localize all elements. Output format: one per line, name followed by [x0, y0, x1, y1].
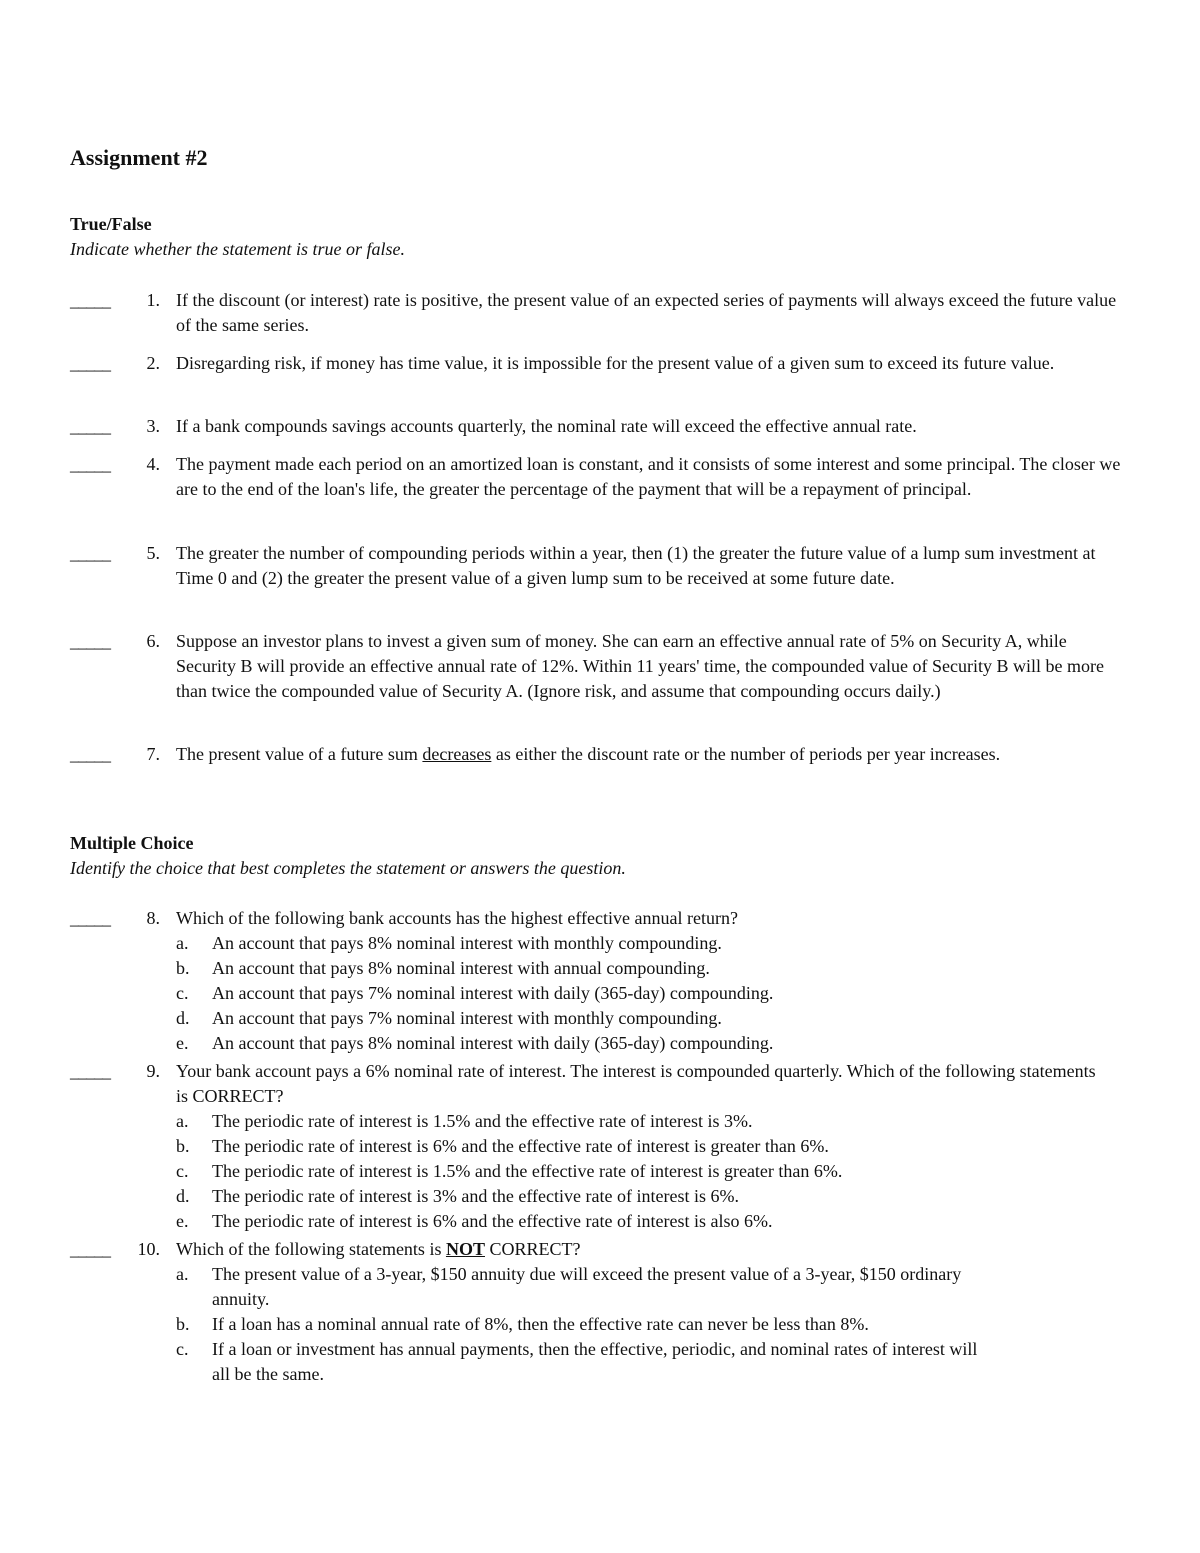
question-text: If a bank compounds savings accounts quarterly, the nominal rate will exceed the effective annual rate. [176, 416, 917, 436]
answer-blank[interactable]: _____ [70, 454, 110, 474]
question-text: The payment made each period on an amortized loan is constant, and it consists of some interest and some principal. The closer we are to the end of the loan's life, the greater the percentage of the payment that will be a repayment of principal. [176, 454, 1121, 499]
answer-options [176, 1262, 986, 1387]
question-text-part: Which of the following statements is [176, 1239, 446, 1259]
question-3 [70, 414, 1130, 439]
question-7 [70, 742, 1130, 767]
option-text: The periodic rate of interest is 1.5% and the effective rate of interest is greater than 6%. [212, 1161, 843, 1181]
question-2 [70, 351, 1130, 376]
option-letter: c. [176, 983, 189, 1003]
question-number: 7. [146, 744, 160, 764]
answer-option[interactable] [176, 1159, 1130, 1184]
question-text: Suppose an investor plans to invest a given sum of money. She can earn an effective annual rate of 5% on Security A, while Security B will provide an effective annual rate of 12%. Within 11 years' time, the compounded value of Security B will be more than twice the compounded value of Security A. (Ignore risk, and assume that compounding occurs daily.) [176, 631, 1104, 701]
question-number: 5. [146, 543, 160, 563]
question-1 [70, 288, 1130, 338]
answer-options [176, 931, 1130, 1056]
option-text: An account that pays 7% nominal interest with daily (365-day) compounding. [212, 983, 774, 1003]
answer-option[interactable] [176, 1262, 986, 1312]
option-letter: d. [176, 1186, 190, 1206]
question-number: 2. [146, 353, 160, 373]
answer-blank[interactable]: _____ [70, 1239, 110, 1259]
answer-option[interactable] [176, 1031, 1130, 1056]
answer-option[interactable] [176, 1184, 1130, 1209]
question-5 [70, 541, 1130, 591]
question-text [176, 742, 1126, 767]
answer-blank[interactable]: _____ [70, 290, 110, 310]
option-letter: c. [176, 1339, 189, 1359]
option-text: If a loan has a nominal annual rate of 8%, then the effective rate can never be less than 8%. [212, 1314, 869, 1334]
question-10 [70, 1237, 1130, 1387]
question-text: Which of the following bank accounts has the highest effective annual return? [176, 908, 738, 928]
question-number: 6. [146, 631, 160, 651]
option-text: An account that pays 8% nominal interest with annual compounding. [212, 958, 710, 978]
option-letter: b. [176, 1136, 190, 1156]
answer-option[interactable] [176, 1312, 986, 1337]
answer-option[interactable] [176, 931, 1130, 956]
option-text: An account that pays 8% nominal interest with monthly compounding. [212, 933, 722, 953]
answer-option[interactable] [176, 981, 1130, 1006]
option-letter: a. [176, 1111, 189, 1131]
option-letter: e. [176, 1211, 189, 1231]
question-text-part: as either the discount rate or the number of periods per year increases. [491, 744, 1001, 764]
question-number: 10. [137, 1239, 160, 1259]
emphasized-word: NOT [445, 1239, 485, 1259]
question-text: Disregarding risk, if money has time value, it is impossible for the present value of a given sum to exceed its future value. [176, 353, 1055, 373]
page-title: Assignment #2 [70, 145, 208, 170]
question-number: 9. [146, 1061, 160, 1081]
question-text: If the discount (or interest) rate is positive, the present value of an expected series of payments will always exceed the future value of the same series. [176, 290, 1117, 335]
true-false-heading: True/False [70, 214, 152, 234]
answer-blank[interactable]: _____ [70, 744, 110, 764]
option-letter: e. [176, 1033, 189, 1053]
answer-option[interactable] [176, 956, 1130, 981]
option-text: The periodic rate of interest is 3% and the effective rate of interest is 6%. [212, 1186, 739, 1206]
option-letter: a. [176, 1264, 189, 1284]
option-letter: c. [176, 1161, 189, 1181]
option-text: The periodic rate of interest is 6% and the effective rate of interest is greater than 6%. [212, 1136, 829, 1156]
answer-option[interactable] [176, 1109, 1130, 1134]
answer-option[interactable] [176, 1006, 1130, 1031]
question-number: 1. [146, 290, 160, 310]
multiple-choice-instruction: Identify the choice that best completes the statement or answers the question. [70, 858, 626, 878]
answer-blank[interactable]: _____ [70, 416, 110, 436]
option-text: The present value of a 3-year, $150 annuity due will exceed the present value of a 3-year, $150 ordinary annuity. [212, 1264, 962, 1309]
question-4 [70, 452, 1130, 502]
question-text: Your bank account pays a 6% nominal rate of interest. The interest is compounded quarterly. Which of the following statements is CORRECT? [176, 1061, 1096, 1106]
option-text: An account that pays 7% nominal interest with monthly compounding. [212, 1008, 722, 1028]
answer-option[interactable] [176, 1209, 1130, 1234]
option-text: An account that pays 8% nominal interest with daily (365-day) compounding. [212, 1033, 774, 1053]
question-8 [70, 906, 1130, 1056]
option-letter: a. [176, 933, 189, 953]
true-false-instruction: Indicate whether the statement is true or false. [70, 239, 405, 259]
question-number: 8. [146, 908, 160, 928]
question-text-part: The present value of a future sum [176, 744, 423, 764]
option-text: If a loan or investment has annual payments, then the effective, periodic, and nominal rates of interest will all be the same. [212, 1339, 978, 1384]
answer-blank[interactable]: _____ [70, 631, 110, 651]
question-text: The greater the number of compounding periods within a year, then (1) the greater the future value of a lump sum investment at Time 0 and (2) the greater the present value of a given lump sum to be received at some future date. [176, 543, 1096, 588]
option-text: The periodic rate of interest is 6% and the effective rate of interest is also 6%. [212, 1211, 773, 1231]
multiple-choice-heading: Multiple Choice [70, 833, 194, 853]
question-text [176, 1237, 1126, 1262]
question-9 [70, 1059, 1130, 1234]
question-number: 4. [146, 454, 160, 474]
option-letter: d. [176, 1008, 190, 1028]
option-text: The periodic rate of interest is 1.5% and the effective rate of interest is 3%. [212, 1111, 753, 1131]
question-6 [70, 629, 1130, 704]
question-number: 3. [146, 416, 160, 436]
answer-blank[interactable]: _____ [70, 1061, 110, 1081]
option-letter: b. [176, 1314, 190, 1334]
answer-option[interactable] [176, 1134, 1130, 1159]
answer-blank[interactable]: _____ [70, 353, 110, 373]
underlined-word: decreases [422, 744, 492, 764]
question-text-part: CORRECT? [484, 1239, 581, 1259]
option-letter: b. [176, 958, 190, 978]
answer-blank[interactable]: _____ [70, 543, 110, 563]
answer-blank[interactable]: _____ [70, 908, 110, 928]
answer-options [176, 1109, 1130, 1234]
answer-option[interactable] [176, 1337, 986, 1387]
